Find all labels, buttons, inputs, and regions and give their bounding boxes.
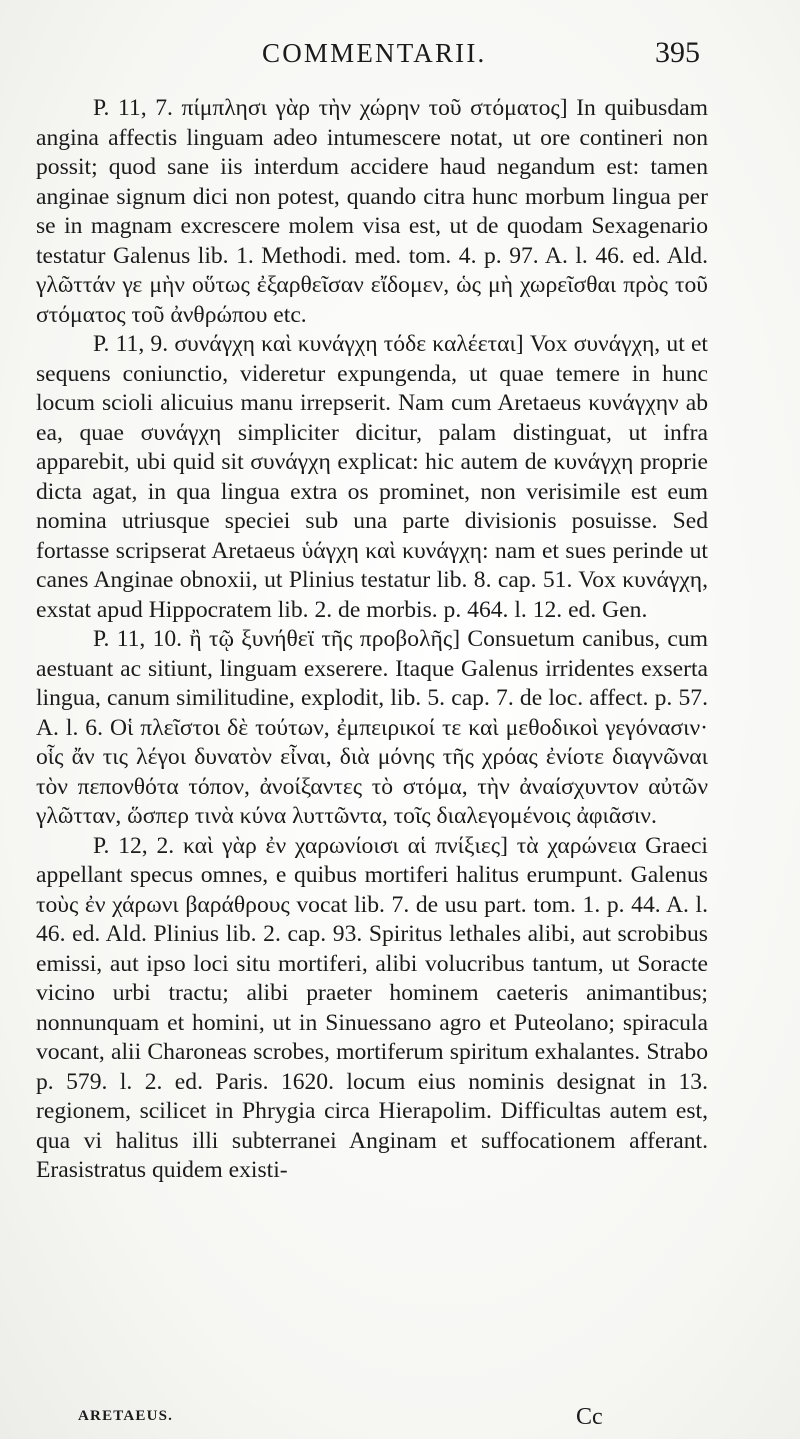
paragraph-p11-10: P. 11, 10. ἢ τῷ ξυνήθεϊ τῆς προβολῆς] Consuetum canibus, cum aestuant ac sitiunt, linguam exserere. Itaque Galenus irridentes exserta lingua, canum similitudine, explodit, lib. 5. cap. 7. de loc. affect. p. 57. A. l. 6. Οἱ πλεῖστοι δὲ τούτων, ἐμπειρικοί τε καὶ μεθοδικοὶ γεγόνασιν· οἷς ἄν τις λέγοι δυνατὸν εἶναι, διὰ μόνης τῆς χρόας ἐνίοτε διαγνῶναι τὸν πεπονθότα τόπον, ἀνοίξαντες τὸ στόμα, τὴν ἀναίσχυντον αὐτῶν γλῶτταν, ὥσπερ τινὰ κύνα λυττῶντα, τοῖς διαλεγομένοις ἀφιᾶσιν. (36, 626, 708, 829)
commentary-text (36, 94, 708, 1186)
paragraph-p11-9: P. 11, 9. συνάγχη καὶ κυνάγχη τόδε καλέεται] Vox συνάγχη, ut et sequens coniunctio, videretur expungenda, ut quae temere in hunc locum scioli alicuius manu irrepserit. Nam cum Aretaeus κυνάγχην ab ea, quae συνάγχη simpliciter dicitur, palam distinguat, ut infra apparebit, ubi quid sit συνάγχη explicat: hic autem de κυνάγχη proprie dicta agat, in qua lingua extra os prominet, non verisimile est eum nomina utriusque speciei sub una parte divisionis posuisse. Sed fortasse scripserat Aretaeus ὑάγχη καὶ κυνάγχη: nam et sues perinde ut canes Anginae obnoxii, ut Plinius testatur lib. 8. cap. 51. Vox κυνάγχη, exstat apud Hippocratem lib. 2. de morbis. p. 464. l. 12. ed. Gen. (36, 331, 708, 623)
page-header (0, 36, 800, 76)
paragraph-p11-7: P. 11, 7. πίμπλησι γὰρ τὴν χώρην τοῦ στόματος] In quibusdam angina affectis linguam adeo intumescere notat, ut ore contineri non possit; quod sane iis interdum accidere haud negandum est: tamen anginae signum dici non potest, quando citra hunc morbum lingua per se in magnam excrescere molem visa est, ut de quodam Sexagenario testatur Galenus lib. 1. Methodi. med. tom. 4. p. 97. A. l. 46. ed. Ald. γλῶττάν γε μὴν οὕτως ἐξαρθεῖσαν εἴδομεν, ὡς μὴ χωρεῖσθαι πρὸς τοῦ στόματος τοῦ ἀνθρώπου etc. (36, 95, 708, 328)
sheet-mark: Cc (576, 1404, 603, 1430)
page-number: 395 (655, 36, 700, 69)
printer-signature: ARETAEUS. (78, 1408, 174, 1424)
paragraph-p12-2: P. 12, 2. καὶ γὰρ ἐν χαρωνίοισι αἱ πνίξιες] τὰ χαρώνεια Graeci appellant specus omnes, e quibus mortiferi halitus erumpunt. Galenus τοὺς ἐν χάρωνι βαράθρους vocat lib. 7. de usu part. tom. 1. p. 44. A. l. 46. ed. Ald. Plinius lib. 2. cap. 93. Spiritus lethales alibi, aut scrobibus emissi, aut ipso loci situ mortiferi, alibi volucribus tantum, ut Soracte vicino urbi tractu; alibi praeter hominem caeteris animantibus; nonnunquam et homini, ut in Sinuessano agro et Puteolano; spiracula vocant, alii Charoneas scrobes, mortiferum spiritum exhalantes. Strabo p. 579. l. 2. ed. Paris. 1620. locum eius nominis designat in 13. regionem, scilicet in Phrygia circa Hierapolim. Difficultas autem est, qua vi halitus illi subterranei Anginam et suffocationem afferant. Erasistratus quidem existi- (36, 832, 708, 1183)
page-footer (0, 1404, 800, 1434)
running-title: COMMENTARII. (262, 38, 487, 68)
